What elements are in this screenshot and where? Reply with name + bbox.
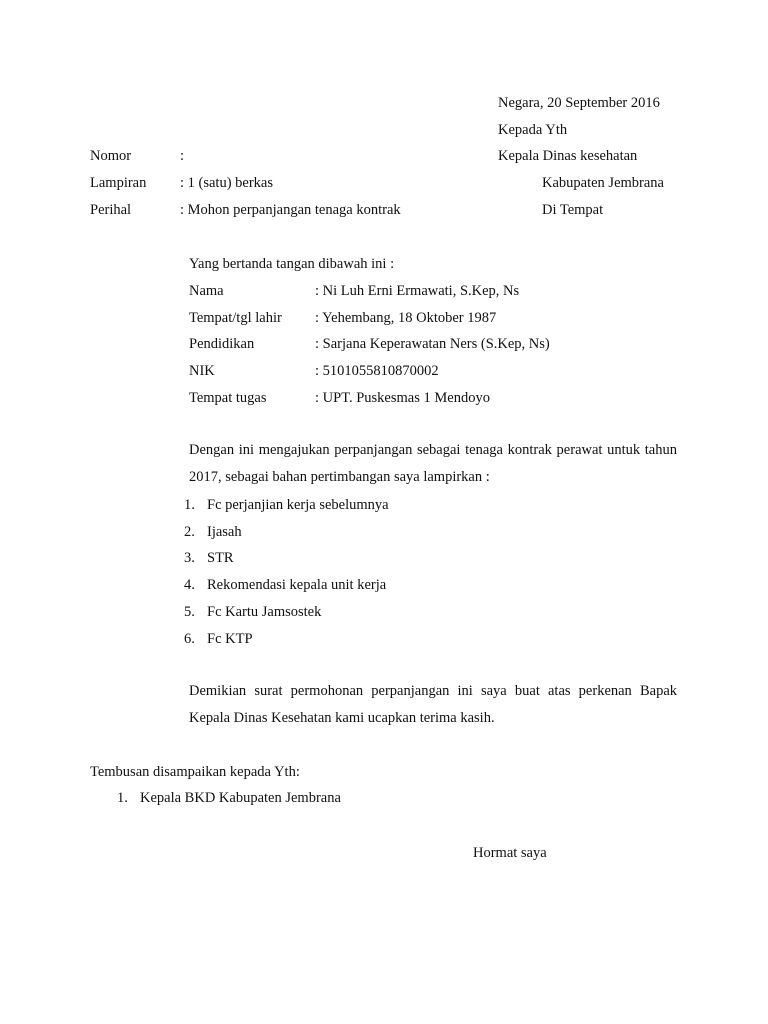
recipient-line-2: Kabupaten Jembrana bbox=[542, 175, 664, 191]
recipient-salutation: Kepada Yth bbox=[498, 122, 568, 138]
attachment-item: Fc perjanjian kerja sebelumnya bbox=[207, 497, 389, 513]
recipient-line-1: Kepala Dinas kesehatan bbox=[498, 148, 638, 164]
attachment-number: 3. bbox=[184, 550, 195, 566]
identity-value: : 5101055810870002 bbox=[315, 363, 439, 379]
attachment-item: Fc KTP bbox=[207, 631, 253, 647]
letter-date: Negara, 20 September 2016 bbox=[498, 95, 660, 111]
identity-label: NIK bbox=[189, 363, 215, 379]
perihal-value: : Mohon perpanjangan tenaga kontrak bbox=[180, 202, 401, 218]
closing-paragraph: Demikian surat permohonan perpanjangan ini saya buat atas perkenan Bapak Kepala Dinas Kesehatan kami ucapkan terima kasih. bbox=[189, 683, 677, 726]
body-paragraph: Dengan ini mengajukan perpanjangan sebagai tenaga kontrak perawat untuk tahun 2017, sebagai bahan pertimbangan saya lampirkan : bbox=[189, 442, 677, 485]
tembusan-number: 1. bbox=[117, 790, 128, 806]
nomor-label: Nomor bbox=[90, 148, 132, 164]
attachment-number: 2. bbox=[184, 524, 195, 540]
identity-label: Nama bbox=[189, 283, 224, 299]
identity-label: Pendidikan bbox=[189, 336, 255, 352]
identity-value: : Yehembang, 18 Oktober 1987 bbox=[315, 310, 497, 326]
tembusan-title: Tembusan disampaikan kepada Yth: bbox=[90, 764, 300, 780]
perihal-label: Perihal bbox=[90, 202, 132, 218]
signature-closing: Hormat saya bbox=[473, 845, 547, 861]
identity-value: : UPT. Puskesmas 1 Mendoyo bbox=[315, 390, 490, 406]
lampiran-value: : 1 (satu) berkas bbox=[180, 175, 274, 191]
intro-text: Yang bertanda tangan dibawah ini : bbox=[189, 256, 395, 272]
attachment-number: 5. bbox=[184, 604, 195, 620]
identity-value: : Sarjana Keperawatan Ners (S.Kep, Ns) bbox=[315, 336, 550, 352]
attachment-item: STR bbox=[207, 550, 234, 566]
attachment-number: 6. bbox=[184, 631, 195, 647]
identity-label: Tempat/tgl lahir bbox=[189, 310, 282, 326]
attachment-item: Fc Kartu Jamsostek bbox=[207, 604, 322, 620]
recipient-line-3: Di Tempat bbox=[542, 202, 604, 218]
attachment-number: 4. bbox=[184, 577, 195, 593]
attachment-item: Ijasah bbox=[207, 524, 242, 540]
identity-value: : Ni Luh Erni Ermawati, S.Kep, Ns bbox=[315, 283, 520, 299]
attachment-number: 1. bbox=[184, 497, 195, 513]
identity-label: Tempat tugas bbox=[189, 390, 267, 406]
attachment-item: Rekomendasi kepala unit kerja bbox=[207, 577, 387, 593]
nomor-value: : bbox=[180, 148, 185, 164]
lampiran-label: Lampiran bbox=[90, 175, 147, 191]
tembusan-item: Kepala BKD Kabupaten Jembrana bbox=[140, 790, 341, 806]
